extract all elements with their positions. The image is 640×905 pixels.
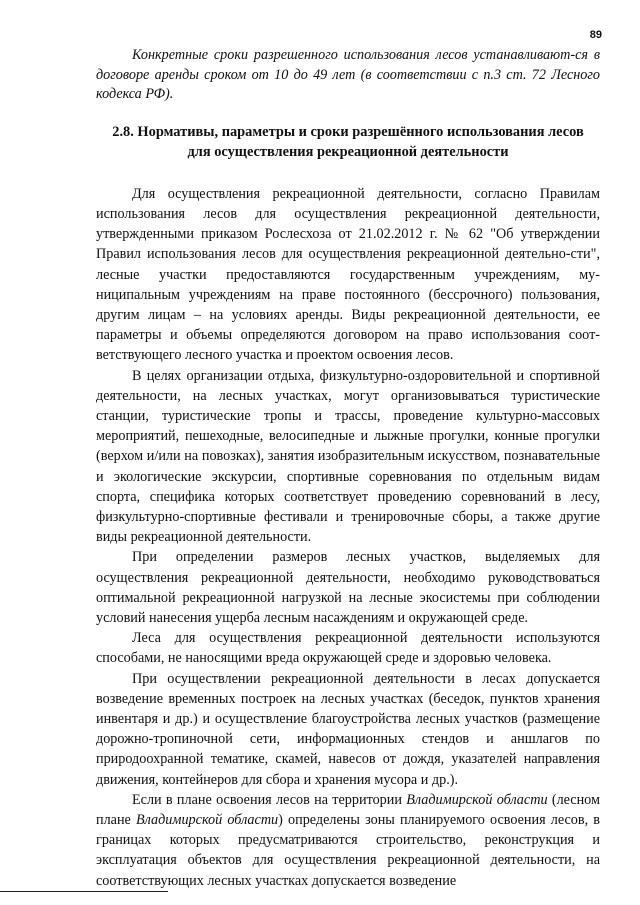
footnote-separator <box>0 891 168 892</box>
page-number: 89 <box>589 29 602 41</box>
text-run: Если в плане освоения лесов на территории <box>132 791 407 808</box>
body-paragraph: Для осуществления рекреационной деятельности, согласно Правилам использования лесов для осуществления рекреационной деятельности, утвержденными приказом Рослесхоза от 21.02.2012 г. № 62 "Об утверждении Правил использования лесов для осуществления рекреационной деятельно-сти", лесные участки предоставляются государственным учреждениям, му-ниципальным учреждениям на праве постоянного (бессрочного) пользования, другим лицам – на условиях аренды. Виды рекреационной деятельности, ее параметры и объемы определяются договором на право использования соот-ветствующего лесного участка и проектом освоения лесов. <box>96 185 600 364</box>
document-body <box>96 46 600 891</box>
body-paragraph: Леса для осуществления рекреационной деятельности используются способами, не наносящими вреда окружающей среде и здоровью человека. <box>96 630 600 667</box>
intro-paragraph: Конкретные сроки разрешенного использования лесов устанавливают-ся в договоре аренды сроком от 10 до 49 лет (в соответствии с п.3 ст. 72 Лесного кодекса РФ). <box>96 47 600 103</box>
text-run: ) определены зоны планируемого освоения лесов, в границах которых предусматриваются строительство, реконструкция и эксплуатация объектов для осуществления рекреационной деятельности, на соответствующих лесных участках допускается возведение <box>96 812 600 889</box>
body-paragraph: При определении размеров лесных участков, выделяемых для осуществления рекреационной деятельности, необходимо руководствоваться оптимальной рекреационной нагрузкой на лесные экосистемы при соблюдении условий нанесения ущерба лесным насаждениям и окружающей среде. <box>96 549 600 627</box>
text-run: (лесном плане <box>96 791 600 829</box>
body-paragraph: В целях организации отдыха, физкультурно-оздоровительной и спортивной деятельности, на лесных участках, могут организовываться туристические станции, туристические тропы и трассы, проведение культурно-массовых мероприятий, пешеходные, велосипедные и лыжные прогулки, конные прогулки (верхом и/или на повозках), занятия изобразительным искусством, познавательные и экологические экскурсии, спортивные соревнования по отдельным видам спорта, специфика которых соответствует проведению соревнований в лесу, физкультурно-спортивные фестивали и тренировочные сборы, а также другие виды рекреационной деятельности. <box>96 367 600 546</box>
region-name-italic: Владимирской области <box>136 812 279 829</box>
section-heading-line-1: 2.8. Нормативы, параметры и сроки разрешённого использования лесов <box>112 123 584 140</box>
body-paragraph: При осуществлении рекреационной деятельности в лесах допускается возведение временных построек на лесных участках (беседок, пунктов хранения инвентаря и др.) и осуществление благоустройства лесных участков (размещение дорожно-тропиночной сети, информационных стендов и аншлагов по природоохранной тематике, скамей, навесов от дождя, указателей направления движения, контейнеров для сбора и хранения мусора и др.). <box>96 670 600 788</box>
section-heading-line-2: для осуществления рекреационной деятельности <box>187 143 509 160</box>
section-heading <box>96 122 600 162</box>
body-paragraph-last <box>96 790 600 891</box>
region-name-italic: Владимирской области <box>406 791 548 808</box>
